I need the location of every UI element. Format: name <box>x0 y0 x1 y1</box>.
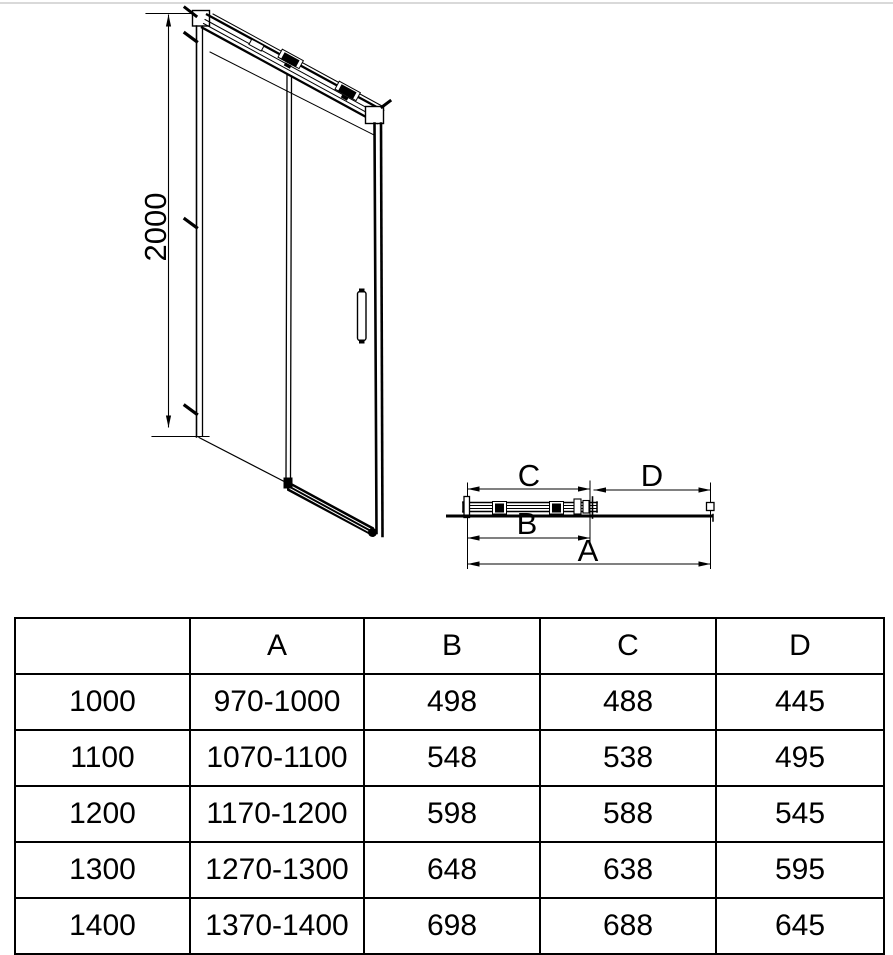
table-cell: 645 <box>716 898 884 954</box>
top-view <box>446 458 714 569</box>
table-cell: 598 <box>364 786 540 842</box>
table-cell: 1270-1300 <box>190 842 364 898</box>
size-cell: 1000 <box>15 674 190 730</box>
table-cell: 445 <box>716 674 884 730</box>
bottom-guide-block <box>284 478 293 489</box>
dimension-c <box>468 458 591 493</box>
table-header-a: A <box>190 618 364 674</box>
right-frame-top-cap <box>366 107 384 124</box>
plan-panel-end-cap <box>707 503 715 511</box>
right-frame <box>366 101 391 536</box>
height-dimension-label: 2000 <box>138 192 173 262</box>
table-row <box>15 842 884 898</box>
table-cell: 1070-1100 <box>190 730 364 786</box>
right-frame-bracket <box>382 101 390 107</box>
dim-arrow-down <box>166 416 171 428</box>
table-cell: 548 <box>364 730 540 786</box>
table-header-row <box>15 618 884 674</box>
table-row <box>15 674 884 730</box>
size-cell: 1400 <box>15 898 190 954</box>
door-handle <box>358 289 367 344</box>
table-cell: 638 <box>540 842 716 898</box>
wall-bracket-middle <box>185 219 197 228</box>
size-cell: 1300 <box>15 842 190 898</box>
table-cell: 538 <box>540 730 716 786</box>
table-row <box>15 730 884 786</box>
table-cell: 595 <box>716 842 884 898</box>
plan-wall-profile <box>464 497 470 518</box>
table-row <box>15 898 884 954</box>
bottom-edge-and-rail <box>199 438 377 538</box>
dimension-d <box>594 458 711 493</box>
table-cell: 1170-1200 <box>190 786 364 842</box>
table-cell: 498 <box>364 674 540 730</box>
left-wall-profile <box>185 8 210 438</box>
size-cell: 1200 <box>15 786 190 842</box>
table-cell: 1370-1400 <box>190 898 364 954</box>
table-cell: 488 <box>540 674 716 730</box>
table-header-d: D <box>716 618 884 674</box>
dim-arrow-up <box>166 15 171 27</box>
bottom-rail-end-cap <box>368 528 377 537</box>
dimension-b-label: B <box>516 506 538 541</box>
bottom-rail <box>287 481 374 538</box>
size-cell: 1100 <box>15 730 190 786</box>
table-cell: 688 <box>540 898 716 954</box>
wall-bracket-bottom <box>185 406 197 415</box>
dimension-a-label: A <box>577 533 599 568</box>
door-leading-edge <box>286 74 292 479</box>
table-cell: 648 <box>364 842 540 898</box>
table-corner-cell <box>15 618 190 674</box>
table-header-c: C <box>540 618 716 674</box>
table-cell: 588 <box>540 786 716 842</box>
top-rail <box>202 14 383 135</box>
table-row <box>15 786 884 842</box>
wall-bracket-top <box>185 33 197 42</box>
table-cell: 545 <box>716 786 884 842</box>
dimension-table <box>14 617 885 955</box>
dimension-d-label: D <box>640 458 664 493</box>
table-header-b: B <box>364 618 540 674</box>
table-cell: 698 <box>364 898 540 954</box>
glass-bottom-edge <box>199 438 288 484</box>
table-cell: 495 <box>716 730 884 786</box>
left-profile-top-cap <box>193 11 210 27</box>
table-cell: 970-1000 <box>190 674 364 730</box>
height-dimension <box>138 14 209 437</box>
front-view <box>138 8 390 538</box>
dimension-c-label: C <box>517 458 541 493</box>
